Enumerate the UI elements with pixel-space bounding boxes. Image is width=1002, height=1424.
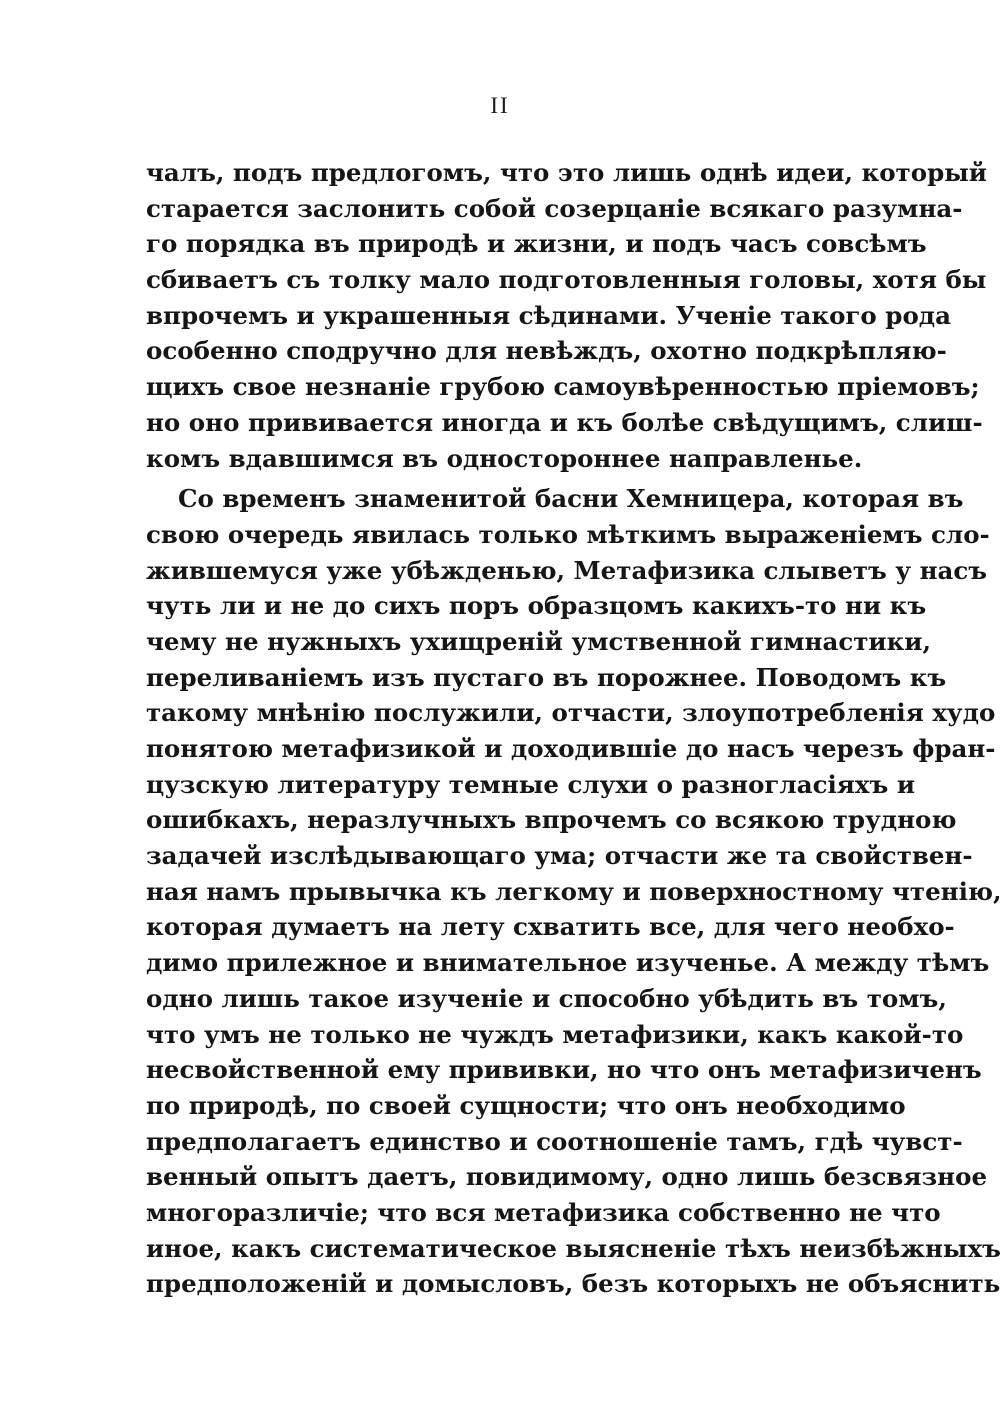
text-line: го порядка въ природѣ и жизни, и подъ часъ совсѣмъ: [146, 229, 927, 259]
text-line: ная намъ прывычка къ легкому и поверхностному чтенію,: [146, 876, 1002, 906]
text-line: щихъ свое незнаніе грубою самоувѣренностью пріемовъ;: [146, 372, 980, 402]
text-line: сбиваетъ съ толку мало подготовленныя головы, хотя бы: [146, 265, 987, 295]
text-line: цузскую литературу темные слухи о разногласіяхъ и: [146, 769, 916, 799]
text-line: чалъ, подъ предлогомъ, что это лишь однѣ идеи, который: [146, 158, 987, 187]
text-line: иное, какъ систематическое выясненіе тѣхъ неизбѣжныхъ: [146, 1233, 1001, 1263]
text-line: которая думаетъ на лету схватить все, для чего необхо-: [146, 912, 955, 942]
text-line: переливаніемъ изъ пустаго въ порожнее. Поводомъ къ: [146, 662, 947, 692]
text-line: но оно прививается иногда и къ болѣе свѣдущимъ, слиш-: [146, 407, 983, 437]
page-number: II: [490, 93, 510, 118]
text-line: понятою метафизикой и доходившіе до насъ черезъ фран-: [146, 734, 996, 763]
text-line: венный опытъ даетъ, повидимому, одно лишь безсвязное: [146, 1162, 988, 1192]
text-line: свою очередь явилась только мѣткимъ выраженіемъ сло-: [146, 519, 990, 549]
text-line: жившемуся уже убѣжденью, Метафизика слыветъ у насъ: [146, 555, 988, 585]
text-line: многоразличіе; что вся метафизика собственно не что: [146, 1197, 941, 1227]
text-line: предполагаетъ единство и соотношеніе тамъ, гдѣ чувст-: [146, 1126, 963, 1156]
text-line: по природѣ, по своей сущности; что онъ необходимо: [146, 1090, 906, 1120]
paragraph-1: [146, 155, 987, 476]
body-text: [146, 155, 1002, 1302]
text-line: комъ вдавшимся въ одностороннее направленье.: [146, 443, 863, 473]
text-line: такому мнѣнію послужили, отчасти, злоупотребленія худо: [146, 698, 996, 728]
text-line: задачей изслѣдывающаго ума; отчасти же та свойствен-: [146, 841, 973, 871]
text-line: старается заслонить собой созерцаніе всякаго разумна-: [146, 193, 963, 223]
text-line: чуть ли и не до сихъ поръ образцомъ какихъ-то ни къ: [146, 591, 927, 621]
text-line: несвойственной ему прививки, но что онъ метафизиченъ: [146, 1055, 982, 1085]
text-line: Со временъ знаменитой басни Хемницера, которая въ: [178, 484, 964, 514]
text-line: что умъ не только не чуждъ метафизики, какъ какой-то: [146, 1019, 964, 1049]
text-line: предположеній и домысловъ, безъ которыхъ не объяснить: [146, 1269, 1001, 1299]
text-line: чему не нужныхъ ухищреній умственной гимнастики,: [146, 626, 931, 656]
text-line: димо прилежное и внимательное изученье. А между тѣмъ: [146, 948, 990, 978]
text-line: одно лишь такое изученіе и способно убѣдить въ томъ,: [146, 983, 947, 1013]
text-line: особенно сподручно для невѣждъ, охотно подкрѣпляю-: [146, 336, 947, 366]
text-line: впрочемъ и украшенныя сѣдинами. Ученіе такого рода: [146, 300, 951, 330]
paragraph-2: [146, 481, 1002, 1302]
text-line: ошибкахъ, неразлучныхъ впрочемъ со всякою трудною: [146, 805, 957, 835]
